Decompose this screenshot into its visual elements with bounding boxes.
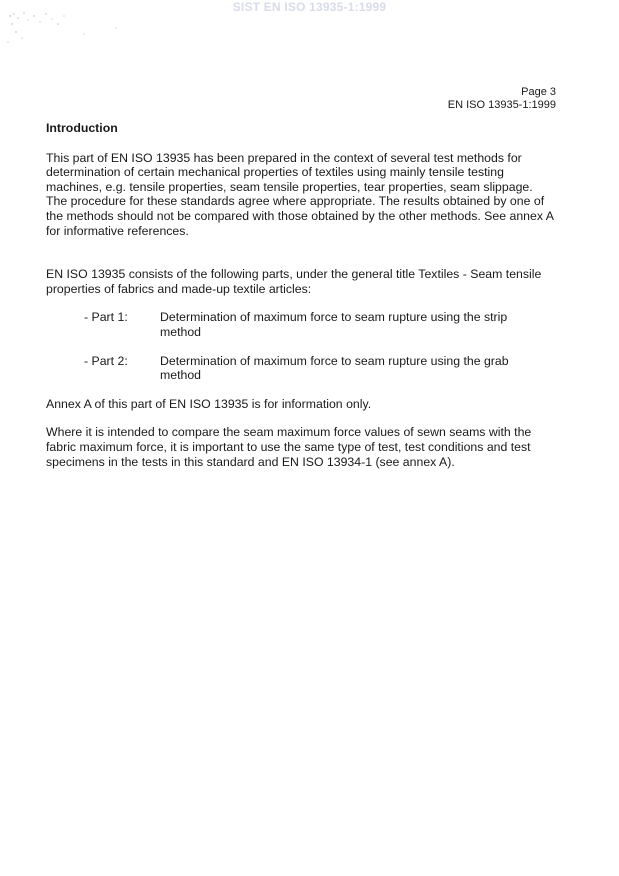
document-id: EN ISO 13935-1:1999 [447, 99, 556, 111]
intro-paragraph-3: Annex A of this part of EN ISO 13935 is for information only. [46, 396, 372, 411]
list-item-label: - Part 2: [84, 353, 128, 368]
list-item-label: - Part 1: [84, 310, 128, 325]
page-header [448, 86, 556, 112]
intro-paragraph-2: EN ISO 13935 consists of the following parts, under the general title Textiles - Seam tensile properties of fabrics and made-up textile articles: [46, 267, 542, 296]
list-item-text: Determination of maximum force to seam rupture using the strip method [160, 310, 508, 339]
page-number: Page 3 [521, 86, 556, 98]
intro-paragraph-1: This part of EN ISO 13935 has been prepared in the context of several test methods for determination of certain mechanical properties of textiles using mainly tensile testing machines, e.g. tensile properties, seam tensile properties, tear properties, seam slippage. The procedure for these standards agree where appropriate. The results obtained by one of the methods should not be compared with those obtained by the other methods. See annex A for informative references. [46, 150, 554, 238]
scan-noise [6, 10, 126, 50]
list-item-part-2 [84, 354, 556, 383]
section-heading: Introduction [46, 121, 118, 135]
document-body [46, 121, 556, 469]
watermark: SIST EN ISO 13935-1:1999 [232, 0, 387, 14]
intro-paragraph-4: Where it is intended to compare the seam maximum force values of sewn seams with the fabric maximum force, it is important to use the same type of test, test conditions and test specimens in the tests in this standard and EN ISO 13934-1 (see annex A). [46, 425, 532, 469]
list-item-text: Determination of maximum force to seam rupture using the grab method [160, 353, 509, 383]
list-item-part-1 [84, 310, 556, 339]
